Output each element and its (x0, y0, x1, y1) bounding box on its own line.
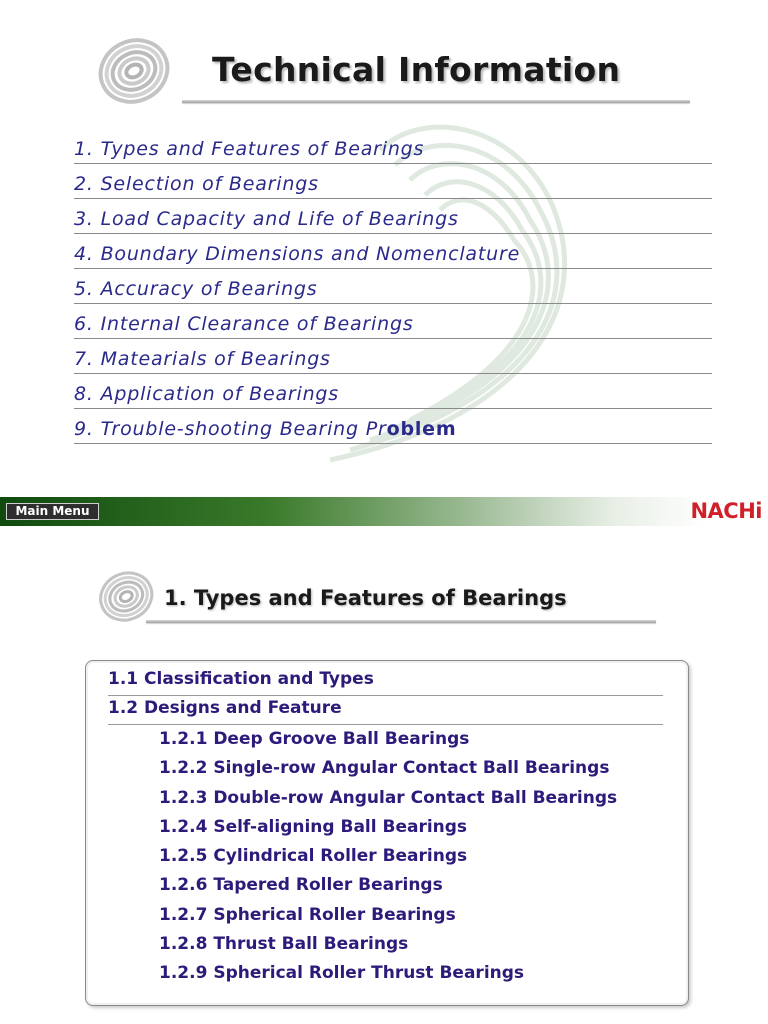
toc-item[interactable]: 8. Application of Bearings (74, 375, 712, 409)
contents-panel (85, 660, 689, 1006)
section-link[interactable]: 1.2 Designs and Feature (108, 695, 663, 725)
subsection-list (159, 725, 617, 989)
toc-item[interactable]: 2. Selection of Bearings (74, 165, 712, 199)
page-title: Technical Information (212, 50, 621, 89)
subsection-link[interactable]: 1.2.1 Deep Groove Ball Bearings (159, 729, 470, 749)
navigation-bar (0, 497, 768, 526)
subsection-link[interactable]: 1.2.9 Spherical Roller Thrust Bearings (159, 963, 525, 984)
swirl-logo-icon (92, 26, 178, 112)
toc-item[interactable]: 3. Load Capacity and Life of Bearings (74, 200, 712, 234)
toc-item[interactable] (74, 410, 712, 444)
toc-item[interactable]: 1. Types and Features of Bearings (74, 130, 712, 164)
swirl-logo-icon (94, 562, 160, 628)
subsection-link[interactable]: 1.2.3 Double-row Angular Contact Ball Bearings (159, 787, 618, 808)
subsection-link[interactable]: 1.2.7 Spherical Roller Bearings (159, 904, 456, 925)
toc-item[interactable]: 6. Internal Clearance of Bearings (74, 305, 712, 339)
toc-item[interactable]: 7. Matearials of Bearings (74, 340, 712, 374)
subsection-link[interactable]: 1.2.5 Cylindrical Roller Bearings (159, 846, 468, 867)
subsection-link[interactable]: 1.2.8 Thrust Ball Bearings (159, 934, 409, 955)
main-menu-button[interactable]: Main Menu (6, 503, 99, 520)
section-title: 1. Types and Features of Bearings (164, 586, 567, 610)
toc-item-text: 9. Trouble-shooting Bearing Pr (74, 418, 387, 440)
types-features-page (0, 526, 768, 1024)
subsection-link[interactable]: 1.2.4 Self-aligning Ball Bearings (159, 816, 468, 837)
toc-item-text-bold: oblem (386, 418, 457, 440)
table-of-contents (74, 130, 712, 445)
nachi-logo: NACHi (690, 499, 762, 523)
toc-item[interactable]: 5. Accuracy of Bearings (74, 270, 712, 304)
subsection-link[interactable]: 1.2.6 Tapered Roller Bearings (159, 875, 443, 896)
section-link[interactable]: 1.1 Classification and Types (108, 666, 663, 696)
subsection-link[interactable]: 1.2.2 Single-row Angular Contact Ball Bearings (159, 758, 610, 779)
toc-item[interactable]: 4. Boundary Dimensions and Nomenclature (74, 235, 712, 269)
title-underline (182, 100, 690, 103)
title-underline (146, 620, 656, 623)
